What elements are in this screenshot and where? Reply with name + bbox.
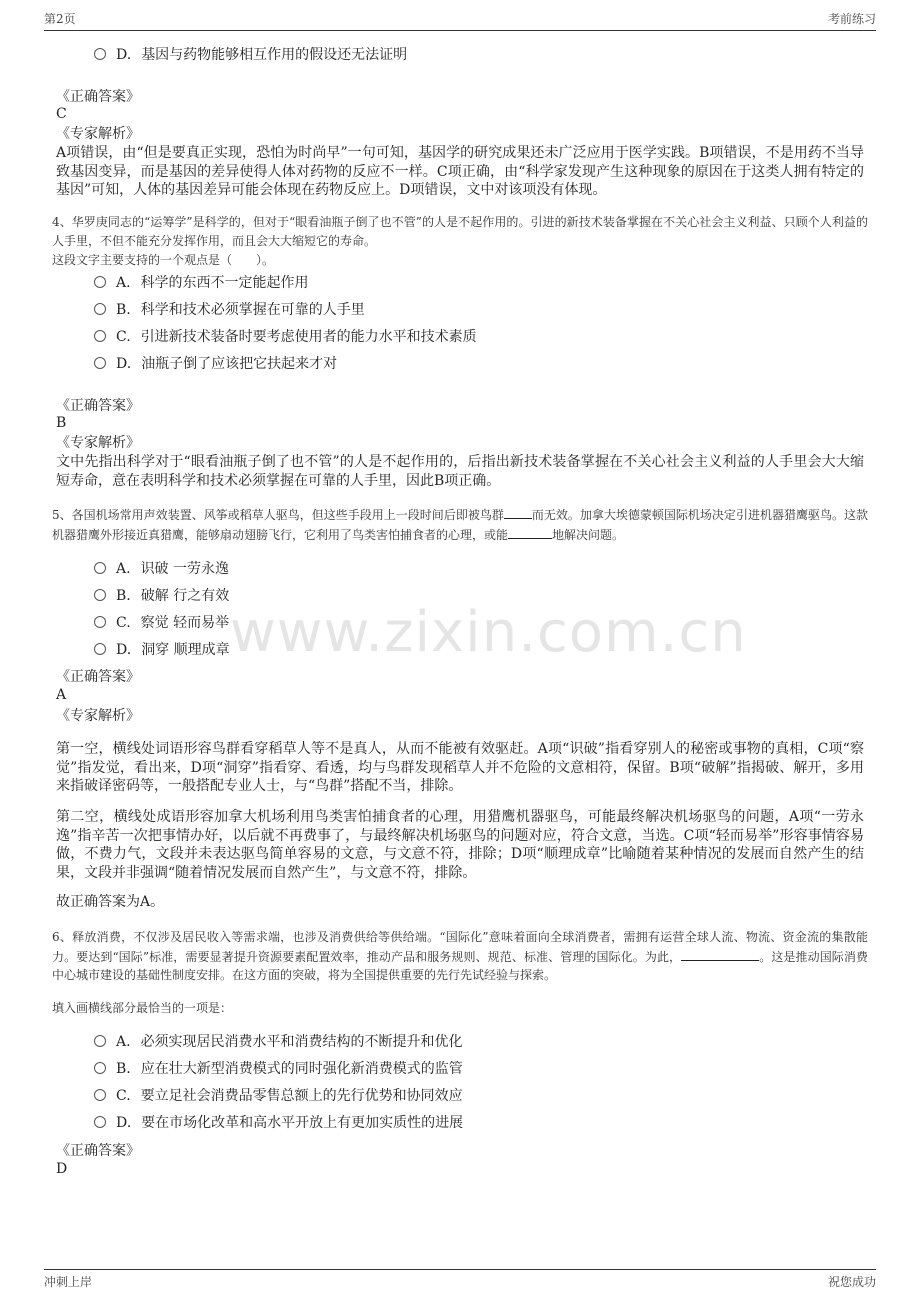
q4-option-b[interactable]: B. 科学和技术必须掌握在可靠的人手里 xyxy=(94,300,365,320)
q6-answer: D xyxy=(56,1161,68,1177)
blank-line xyxy=(508,525,552,539)
blank-line xyxy=(681,947,759,961)
footer-left: 冲刺上岸 xyxy=(44,1275,93,1289)
q3-analysis: A项错误，由“但是要真正实现，恐怕为时尚早”一句可知，基因学的研究成果还未广泛应用于医学实践。B项错误，不是用药不当导致基因变异，而是基因的差异使得人体对药物的反应不一样。C项正确，由“科学家发现产生这种现象的原因在于这类人拥有特定的基因”可知，人体的基因差异可能会体现在药物反应上。D项错误，文中对该项没有体现。 xyxy=(56,145,864,198)
q5-analysis-heading: 《专家解析》 xyxy=(56,708,140,724)
radio-icon[interactable] xyxy=(94,1089,106,1101)
q3-answer: C xyxy=(56,106,67,122)
q5-analysis-3: 故正确答案为A。 xyxy=(56,894,165,910)
page-number: 第2页 xyxy=(44,12,76,26)
q4-analysis: 文中先指出科学对于“眼看油瓶子倒了也不管”的人是不起作用的，后指出新技术装备掌握在不关心社会主义利益的人手里会大大缩短寿命，意在表明科学和技术必须掌握在可靠的人手里，因此B项正确。 xyxy=(56,454,864,489)
q5-option-d[interactable]: D. 洞穿 顺理成章 xyxy=(94,640,230,660)
q6-answer-heading: 《正确答案》 xyxy=(56,1143,140,1159)
radio-icon[interactable] xyxy=(94,357,106,369)
page-header xyxy=(44,10,876,31)
q5-answer-heading: 《正确答案》 xyxy=(56,669,140,685)
radio-icon[interactable] xyxy=(94,1116,106,1128)
q6-option-a[interactable]: A. 必须实现居民消费水平和消费结构的不断提升和优化 xyxy=(94,1032,463,1052)
q6-option-b[interactable]: B. 应在壮大新型消费模式的同时强化新消费模式的监管 xyxy=(94,1059,463,1079)
q5-option-c[interactable]: C. 察觉 轻而易举 xyxy=(94,613,229,633)
q6-option-d[interactable]: D. 要在市场化改革和高水平开放上有更加实质性的进展 xyxy=(94,1113,463,1133)
radio-icon[interactable] xyxy=(94,562,106,574)
header-title: 考前练习 xyxy=(827,12,876,26)
q5-option-b[interactable]: B. 破解 行之有效 xyxy=(94,586,229,606)
radio-icon[interactable] xyxy=(94,330,106,342)
blank-line xyxy=(504,505,532,519)
page-footer xyxy=(44,1269,876,1291)
q4-stem: 4、华罗庚同志的“运筹学”是科学的，但对于“眼看油瓶子倒了也不管”的人是不起作用的。引进的新技术装备掌握在不关心社会主义利益、只顾个人利益的人手里，不但不能充分发挥作用，而且会大大缩短它的寿命。 xyxy=(52,215,868,248)
q3-answer-heading: 《正确答案》 xyxy=(56,89,140,105)
radio-icon[interactable] xyxy=(94,48,106,60)
q5-answer: A xyxy=(56,687,67,703)
q5-stem: 5、各国机场常用声效装置、风筝或稻草人驱鸟，但这些手段用上一段时间后即被鸟群 而无效。加拿大埃德蒙顿国际机场决定引进机器猎鹰驱鸟。这款机器猎鹰外形接近真猎鹰，能够扇动翅膀飞行，它利用了鸟类害怕捕食者的心理，或能 地解决问题。 xyxy=(52,505,868,544)
radio-icon[interactable] xyxy=(94,643,106,655)
radio-icon[interactable] xyxy=(94,616,106,628)
q5-option-a[interactable]: A. 识破 一劳永逸 xyxy=(94,559,229,579)
q3-option-d[interactable]: D. 基因与药物能够相互作用的假设还无法证明 xyxy=(94,45,407,65)
q5-analysis-1: 第一空，横线处词语形容鸟群看穿稻草人等不是真人，从而不能被有效驱赶。A项“识破”指看穿别人的秘密或事物的真相，C项“察觉”指发觉，看出来，D项“洞穿”指看穿、看透，均与鸟群发现稻草人并不危险的文意相符，保留。B项“破解”指揭破、解开，多用来指破译密码等，一般搭配专业人士，与“鸟群”搭配不当，排除。 xyxy=(56,741,864,794)
radio-icon[interactable] xyxy=(94,276,106,288)
radio-icon[interactable] xyxy=(94,1035,106,1047)
q4-answer: B xyxy=(56,415,67,431)
q4-option-d[interactable]: D. 油瓶子倒了应该把它扶起来才对 xyxy=(94,354,337,374)
q5-analysis-2: 第二空，横线处成语形容加拿大机场利用鸟类害怕捕食者的心理，用猎鹰机器驱鸟，可能最终解决机场驱鸟的问题，A项“一劳永逸”指辛苦一次把事情办好，以后就不再费事了，与最终解决机场驱鸟的问题对应，符合文意，当选。C项“轻而易举”形容事情容易做，不费力气，文段并未表达驱鸟简单容易的文意，与文意不符，排除；D项“顺理成章”比喻随着某种情况的发展而自然产生的结果，文段并非强调“随着情况发展而自然产生”，与文意不符，排除。 xyxy=(56,809,864,881)
q6-stem: 6、释放消费，不仅涉及居民收入等需求端，也涉及消费供给等供给端。“国际化”意味着面向全球消费者，需拥有运营全球人流、物流、资金流的集散能力。要达到“国际”标准，需要显著提升资源要素配置效率，推动产品和服务规则、规范、标准、管理的国际化。为此， 。这是推动国际消费中心城市建设的基础性制度安排。在这方面的突破，将为全国提供重要的先行先试经验与探索。 xyxy=(52,930,868,982)
radio-icon[interactable] xyxy=(94,1062,106,1074)
footer-right: 祝您成功 xyxy=(827,1275,876,1289)
q3-analysis-heading: 《专家解析》 xyxy=(56,126,140,142)
q4-option-c[interactable]: C. 引进新技术装备时要考虑使用者的能力水平和技术素质 xyxy=(94,327,477,347)
q4-option-a[interactable]: A. 科学的东西不一定能起作用 xyxy=(94,273,309,293)
watermark: www.zixin.com.cn xyxy=(230,600,747,665)
q6-prompt: 填入画横线部分最恰当的一项是： xyxy=(52,1001,233,1015)
q4-prompt: 这段文字主要支持的一个观点是（ ）。 xyxy=(52,253,275,267)
radio-icon[interactable] xyxy=(94,589,106,601)
radio-icon[interactable] xyxy=(94,303,106,315)
q6-option-c[interactable]: C. 要立足社会消费品零售总额上的先行优势和协同效应 xyxy=(94,1086,463,1106)
q4-analysis-heading: 《专家解析》 xyxy=(56,435,140,451)
q4-answer-heading: 《正确答案》 xyxy=(56,398,140,414)
